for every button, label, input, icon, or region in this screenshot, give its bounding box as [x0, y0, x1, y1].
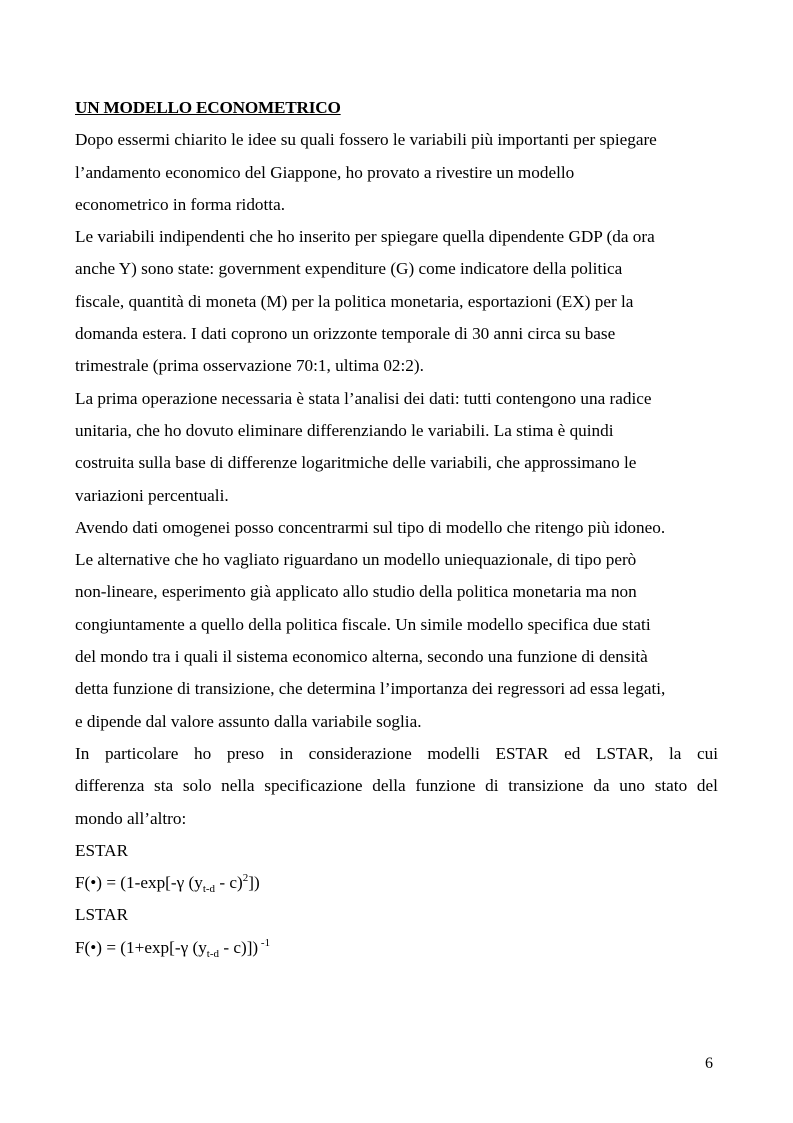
text-line: La prima operazione necessaria è stata l’analisi dei dati: tutti contengono una radice [75, 388, 652, 408]
word: da [593, 776, 610, 796]
word: differenza [75, 776, 145, 796]
word: nella [221, 776, 255, 796]
text-line: Avendo dati omogenei posso concentrarmi sul tipo di modello che ritengo più idoneo. [75, 517, 666, 537]
text-line: detta funzione di transizione, che determina l’importanza dei regressori ad essa legati, [75, 679, 666, 699]
text-line: unitaria, che ho dovuto eliminare differenziando le variabili. La stima è quindi [75, 420, 614, 440]
word: la [668, 743, 682, 763]
word: sta [154, 776, 174, 796]
formula-subscript: t-d [206, 947, 220, 960]
formula-subscript: t-d [202, 883, 216, 896]
formula-lstar [75, 932, 718, 964]
word: in [279, 743, 294, 763]
text-line: anche Y) sono state: government expenditure (G) come indicatore della politica [75, 259, 623, 279]
word: particolare [104, 743, 179, 763]
text-line: fiscale, quantità di moneta (M) per la politica monetaria, esportazioni (EX) per la [75, 291, 634, 311]
text-line: e dipende dal valore assunto dalla variabile soglia. [75, 711, 422, 731]
word: cui [696, 743, 718, 763]
justified-line [75, 738, 718, 770]
formula-part: - c) [215, 873, 243, 893]
word: transizione [508, 776, 584, 796]
text-line: Le alternative che ho vagliato riguardano un modello uniequazionale, di tipo però [75, 550, 637, 570]
word: uno [619, 776, 646, 796]
word: considerazione [308, 743, 412, 763]
text-line: l’andamento economico del Giappone, ho provato a rivestire un modello [75, 162, 575, 182]
word: ESTAR [495, 743, 549, 763]
word: LSTAR, [595, 743, 654, 763]
formula-label-estar: ESTAR [75, 840, 129, 860]
word: In [75, 743, 90, 763]
text-line: domanda estera. I dati coprono un orizzonte temporale di 30 anni circa su base [75, 324, 616, 344]
text-line: del mondo tra i quali il sistema economico alterna, secondo una funzione di densità [75, 647, 648, 667]
word: ed [564, 743, 581, 763]
text-line: mondo all’altro: [75, 808, 187, 828]
formula-part: F(•) = (1+exp[-γ (y [75, 937, 207, 957]
formula-part: ]) [248, 873, 260, 893]
text-line: Dopo essermi chiarito le idee su quali fossero le variabili più importanti per spiegare [75, 130, 657, 150]
justified-line [75, 770, 718, 802]
word: di [485, 776, 499, 796]
formula-part: - c)]) [219, 937, 259, 957]
text-line: Le variabili indipendenti che ho inserito per spiegare quella dipendente GDP (da ora [75, 227, 655, 247]
page-number: 6 [705, 1055, 713, 1072]
formula-superscript: 2 [242, 872, 249, 885]
text-line: econometrico in forma ridotta. [75, 194, 285, 214]
document-page [75, 92, 718, 964]
text-line: costruita sulla base di differenze logaritmiche delle variabili, che approssimano le [75, 453, 637, 473]
word: ho [194, 743, 212, 763]
text-line: variazioni percentuali. [75, 485, 229, 505]
word: solo [182, 776, 212, 796]
word: del [696, 776, 718, 796]
word: funzione [415, 776, 476, 796]
formula-label-lstar: LSTAR [75, 905, 129, 925]
word: specificazione [264, 776, 363, 796]
formula-part: F(•) = (1-exp[-γ (y [75, 873, 203, 893]
text-line: non-lineare, esperimento già applicato allo studio della politica monetaria ma non [75, 582, 637, 602]
word: stato [654, 776, 688, 796]
word: della [372, 776, 406, 796]
section-heading: UN MODELLO ECONOMETRICO [75, 98, 341, 117]
word: modelli [427, 743, 480, 763]
text-line: trimestrale (prima osservazione 70:1, ultima 02:2). [75, 356, 424, 376]
formula-superscript: -1 [258, 936, 271, 949]
word: preso [226, 743, 265, 763]
formula-estar [75, 867, 718, 899]
text-line: congiuntamente a quello della politica fiscale. Un simile modello specifica due stati [75, 614, 651, 634]
